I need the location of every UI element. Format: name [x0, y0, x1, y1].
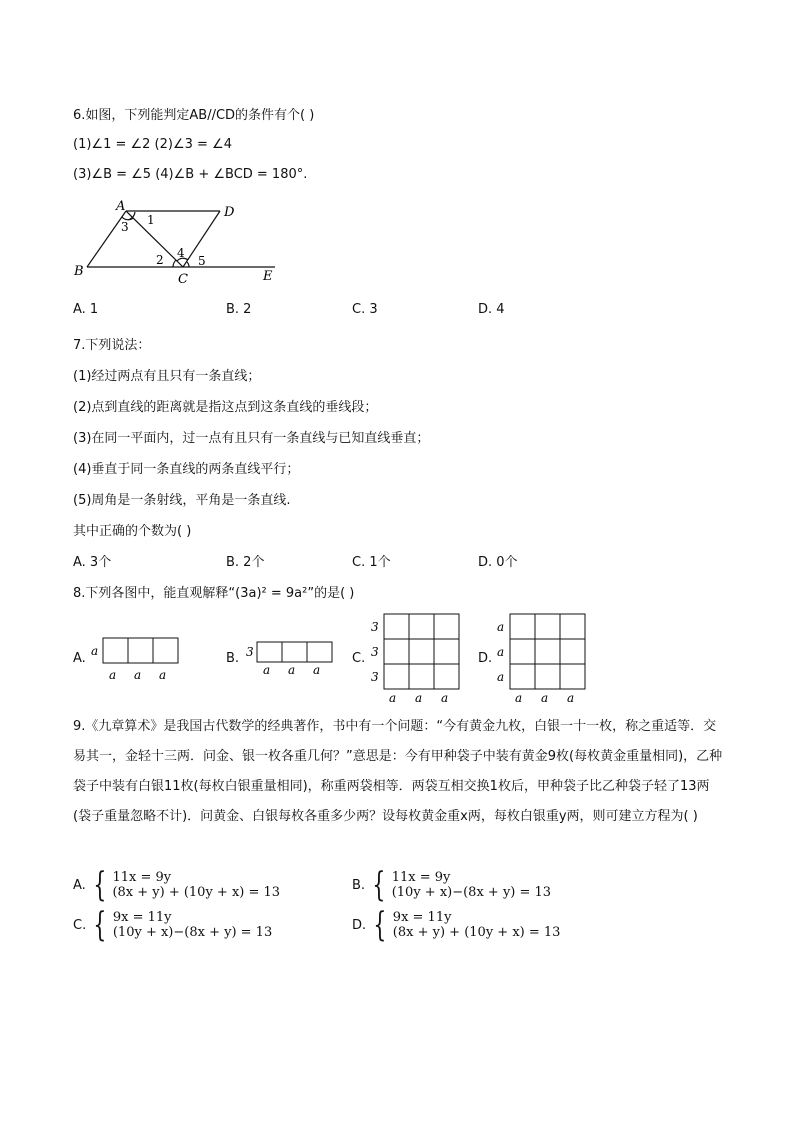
q9-option-b-letter: B. — [352, 877, 366, 893]
label-C: C — [178, 272, 188, 287]
q7-item-2: (2)点到直线的距离就是指这点到这条直线的垂线段； — [73, 400, 378, 415]
q9-option-d-eq1: 9x = 11y — [392, 910, 452, 925]
fig-b-bottom-label-2: a — [288, 663, 296, 677]
q8-option-a[interactable]: A. — [73, 651, 86, 666]
q9-option-d-letter: D. — [352, 917, 367, 933]
q7-question: 其中正确的个数为( ) — [73, 524, 192, 539]
q9-text: 9.《九章算术》是我国古代数学的经典著作，书中有一个问题：“今有黄金九枚，白银一十一枚，称之重适等．交易其一，金轻十三两．问金、银一枚各重几何？”意思是：今有甲种袋子中装有黄金9枚(每枚黄金重量相同)，乙种袋子中装有白银11枚(每枚白银重量相同)，称重两袋相等．两袋互相交换1枚后，甲种袋子比乙种袋子轻了13两(袋子重量忽略不计)．问黄金、白银每枚各重多少两？设每枚黄金重x两，每枚白银重y两，则可建立方程为( ) — [73, 719, 723, 824]
fig-a-bottom-label-3: a — [159, 668, 167, 682]
label-B: B — [74, 264, 84, 279]
q9-option-b-eq1: 11x = 9y — [391, 870, 451, 885]
fig-d-side-label-2: a — [497, 645, 505, 659]
fig-a-side-label: a — [91, 644, 99, 658]
q9-option-c[interactable] — [73, 905, 273, 945]
q7-stem: 7.下列说法： — [73, 338, 151, 353]
fig-a-bottom-label-2: a — [134, 668, 142, 682]
label-A: A — [116, 199, 126, 214]
q6-option-b[interactable]: B. 2 — [226, 302, 252, 317]
fig-d-bottom-label-1: a — [515, 691, 523, 705]
fig-c-side-label-3: 3 — [371, 670, 379, 684]
q8-option-b[interactable]: B. — [226, 651, 240, 666]
q6-option-a[interactable]: A. 1 — [73, 302, 99, 317]
label-E: E — [263, 269, 273, 284]
q7-option-c[interactable]: C. 1个 — [352, 555, 391, 570]
fig-c-bottom-label-1: a — [389, 691, 397, 705]
q8-figure-c — [366, 611, 466, 706]
q7-item-1: (1)经过两点有且只有一条直线； — [73, 369, 261, 384]
angle-5-label: 5 — [198, 254, 206, 268]
q9-option-a[interactable] — [73, 865, 281, 905]
fig-c-bottom-label-3: a — [441, 691, 449, 705]
fig-b-side-label: 3 — [246, 645, 254, 659]
left-brace-icon: { — [372, 865, 386, 905]
q7-item-4: (4)垂直于同一条直线的两条直线平行； — [73, 462, 300, 477]
q9-option-c-letter: C. — [73, 917, 87, 933]
angle-3-label: 3 — [121, 220, 129, 234]
q8-figure-a — [88, 635, 183, 685]
left-brace-icon: { — [93, 905, 107, 945]
fig-d-bottom-label-2: a — [541, 691, 549, 705]
label-D: D — [224, 205, 235, 220]
q7-option-a[interactable]: A. 3个 — [73, 555, 112, 570]
q9-option-d-eq2: (8x + y) + (10y + x) = 13 — [392, 925, 561, 940]
q6-option-c[interactable]: C. 3 — [352, 302, 378, 317]
angle-2-label: 2 — [156, 253, 164, 267]
fig-d-side-label-3: a — [497, 670, 505, 684]
q7-option-b[interactable]: B. 2个 — [226, 555, 265, 570]
q9-option-c-eq1: 9x = 11y — [112, 910, 172, 925]
left-brace-icon: { — [373, 905, 387, 945]
q6-stem: 6.如图，下列能判定AB//CD的条件有个( ) — [73, 108, 315, 123]
angle-1-label: 1 — [147, 213, 155, 227]
angle-4-label: 4 — [177, 246, 185, 260]
fig-d-side-label-1: a — [497, 620, 505, 634]
q8-figure-b — [242, 637, 342, 682]
q8-option-c[interactable]: C. — [352, 651, 366, 666]
q9-option-b[interactable] — [352, 865, 552, 905]
q9-option-d[interactable] — [352, 905, 561, 945]
q9-option-a-letter: A. — [73, 877, 86, 893]
q7-item-3: (3)在同一平面内，过一点有且只有一条直线与已知直线垂直； — [73, 431, 430, 446]
q6-figure — [70, 198, 285, 288]
q6-option-d[interactable]: D. 4 — [478, 302, 505, 317]
fig-c-side-label-2: 3 — [371, 645, 379, 659]
q9-option-a-eq1: 11x = 9y — [112, 870, 172, 885]
q8-stem: 8.下列各图中，能直观解释“(3a)² = 9a²”的是( ) — [73, 586, 355, 601]
left-brace-icon: { — [93, 865, 107, 905]
q6-conditions-2: (3)∠B = ∠5 (4)∠B + ∠BCD = 180°. — [73, 167, 308, 182]
fig-c-bottom-label-2: a — [415, 691, 423, 705]
fig-d-bottom-label-3: a — [567, 691, 575, 705]
q7-option-d[interactable]: D. 0个 — [478, 555, 518, 570]
q7-item-5: (5)周角是一条射线，平角是一条直线. — [73, 493, 291, 508]
fig-b-bottom-label-1: a — [263, 663, 271, 677]
q9-option-b-eq2: (10y + x)−(8x + y) = 13 — [391, 885, 552, 900]
q9-option-a-eq2: (8x + y) + (10y + x) = 13 — [112, 885, 281, 900]
q9-option-c-eq2: (10y + x)−(8x + y) = 13 — [112, 925, 273, 940]
q8-figure-d — [492, 611, 592, 706]
fig-b-bottom-label-3: a — [313, 663, 321, 677]
fig-a-bottom-label-1: a — [109, 668, 117, 682]
q8-option-d[interactable]: D. — [478, 651, 493, 666]
fig-c-side-label-1: 3 — [371, 620, 379, 634]
q6-conditions-1: (1)∠1 = ∠2 (2)∠3 = ∠4 — [73, 137, 232, 152]
